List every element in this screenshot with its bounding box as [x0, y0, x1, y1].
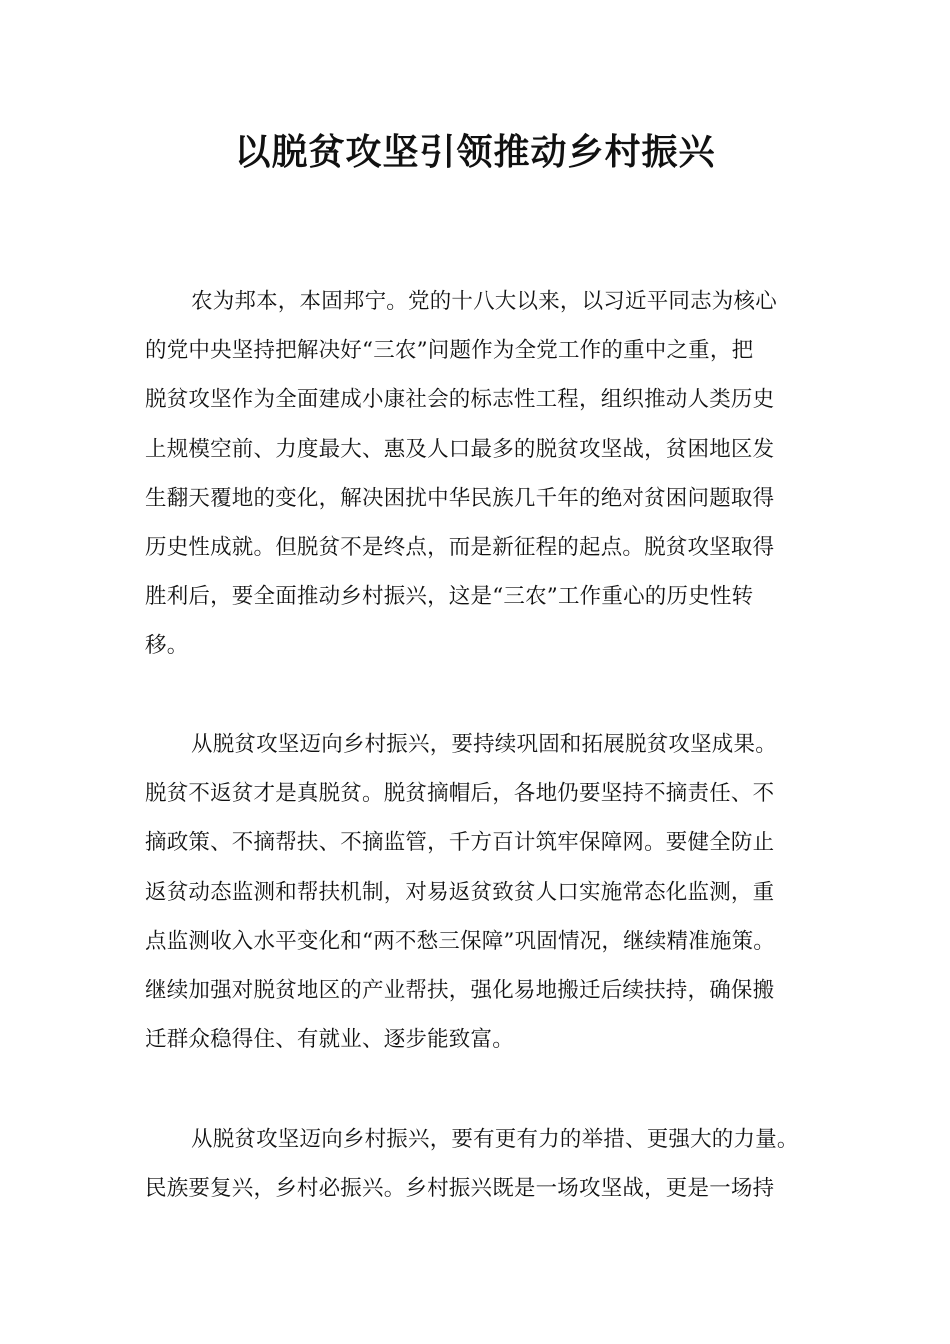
paragraph-line: 的党中央坚持把解决好“三农”问题作为全党工作的重中之重，把: [145, 338, 754, 364]
paragraph-3: [145, 1115, 825, 1213]
paragraph-line: 生翻天覆地的变化，解决困扰中华民族几千年的绝对贫困问题取得: [145, 485, 775, 511]
paragraph-line: 摘政策、不摘帮扶、不摘监管，千方百计筑牢保障网。要健全防止: [145, 830, 775, 856]
paragraph-line: 胜利后，要全面推动乡村振兴，这是“三农”工作重心的历史性转: [145, 584, 754, 610]
paragraph-line: 农为邦本，本固邦宁。党的十八大以来，以习近平同志为核心: [191, 289, 777, 314]
paragraph-line: 民族要复兴，乡村必振兴。乡村振兴既是一场攻坚战，更是一场持: [145, 1176, 775, 1202]
paragraph-line: 返贫动态监测和帮扶机制，对易返贫致贫人口实施常态化监测，重: [145, 879, 775, 905]
paragraph-line: 从脱贫攻坚迈向乡村振兴，要有更有力的举措、更强大的力量。: [191, 1127, 799, 1152]
paragraph-2: [145, 720, 825, 1064]
paragraph-line: 从脱贫攻坚迈向乡村振兴，要持续巩固和拓展脱贫攻坚成果。: [191, 732, 777, 757]
paragraph-line: 移。: [145, 633, 189, 659]
paragraph-line: 继续加强对脱贫地区的产业帮扶，强化易地搬迁后续扶持，确保搬: [145, 977, 775, 1003]
paragraph-line: 脱贫攻坚作为全面建成小康社会的标志性工程，组织推动人类历史: [145, 387, 775, 413]
paragraph-line: 历史性成就。但脱贫不是终点，而是新征程的起点。脱贫攻坚取得: [145, 534, 775, 560]
document-title: 以脱贫攻坚引领推动乡村振兴: [234, 132, 716, 173]
paragraph-line: 脱贫不返贫才是真脱贫。脱贫摘帽后，各地仍要坚持不摘责任、不: [145, 781, 775, 807]
paragraph-line: 迁群众稳得住、有就业、逐步能致富。: [145, 1027, 514, 1053]
paragraph-line: 点监测收入水平变化和“两不愁三保障”巩固情况，继续精准施策。: [145, 928, 775, 954]
paragraph-1: [145, 277, 825, 671]
paragraph-line: 上规模空前、力度最大、惠及人口最多的脱贫攻坚战，贫困地区发: [145, 436, 775, 462]
